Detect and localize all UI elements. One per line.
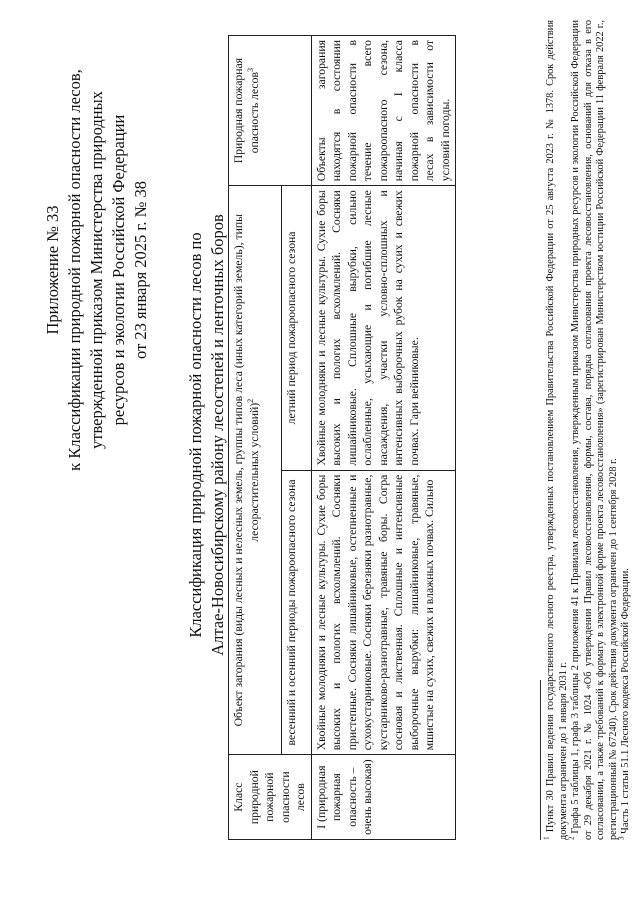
header-line: Приложение № 33 (43, 205, 62, 335)
footnote-separator (540, 680, 541, 840)
classification-table (228, 35, 456, 840)
row-summer-cell: Хвойные молодняки и лесные культуры. Сухие боры высоких и пологих всхолмлений. Сосняки лишайниковые. Сплошные вырубки, сильно ослабленные, усыхающие и погибшие лесные насаждения, участки условно-сплошных и интенсивных выборочных рубок на сухих и свежих почвах. Гари вейниковые. (311, 186, 456, 470)
row-class-cell: I (природная пожарная опасность – очень высокая) (311, 755, 456, 840)
header-line: утвержденной приказом Министерства природных (87, 91, 106, 449)
footnote-2: $^2$ Графа 5 таблицы 1, графа 3 таблицы 2 приложения 41 к Правилам лесовосстановления, утвержденным приказом Министерства природных ресурсов и экологии Российской Федерации от 29 декабря 2021 г. № 1024 «Об утверждении Правил лесовосстановления, формы, состава, порядка согласования проекта лесовосстановления, оснований для отказа в его согласовании, а также требований к формату в электронной форме проекта лесовосстановления» (зарегистрирован Министерством юстиции Российской Федерации 11 февраля 2022 г., регистрационный № 67240). Срок действия документа ограничен до 1 сентября 2028 г. (567, 19, 619, 840)
table-row (311, 36, 456, 840)
header-cell-spring-autumn: весенний и осенний периоды пожароопасного сезона (281, 470, 311, 755)
header-cell-object: Объект загорания (виды лесных и нелесных земель, группы типов леса (иных категорий земель), типы лесорастительных условий)$^2$ (229, 186, 282, 755)
header-cell-summer: летний период пожароопасного сезона (281, 186, 311, 470)
header-line: от 23 января 2025 г. № 38 (131, 181, 150, 359)
header-line: ресурсов и экологии Российской Федерации (109, 114, 128, 426)
title-line: Алтае-Новосибирскому району лесостепей и ленточных боров (208, 214, 227, 656)
header-line: к Классификации природной пожарной опасности лесов, (65, 69, 84, 471)
header-cell-note: Природная пожарная опасность лесов$^3$ (229, 36, 312, 186)
footnote-3: $^3$ Часть 1 статьи 51.1 Лесного кодекса Российской Федерации. (617, 568, 631, 840)
document-title (185, 85, 229, 785)
row-spring-autumn-cell: Хвойные молодняки и лесные культуры. Сухие боры высоких и пологих всхолмлений. Сосняки пристепные. Сосняки лишайниковые, остепненные и сухокустарниковые. Сосняки березняки разнотравные, кустарниково-разнотравные, травяные боры. Согра сосновая и лиственная. Сплошные и интенсивные выборочные вырубки: лишайниковые, травяные, мшистые на сухих, свежих и влажных почвах. Сильно (311, 470, 456, 755)
appendix-header (42, 30, 152, 510)
footnotes (542, 19, 633, 840)
row-note-cell: Объекты загорания находятся в состоянии пожарной опасности в течение всего пожароопасного сезона, начиная с I класса пожарной опасности в лесах в зависимости от условий погоды. (311, 36, 456, 186)
header-cell-class: Класс природной пожарной опасности лесов (229, 755, 312, 840)
footnote-1: $^1$ Пункт 30 Правил ведения государственного лесного реестра, утвержденных постановлением Правительства Российской Федерации от 25 августа 2023 г. № 1378. Срок действия документа ограничен до 1 января 2031 г. (542, 19, 569, 840)
table-header-row (229, 36, 282, 840)
title-line: Классификация природной пожарной опасности лесов по (186, 232, 205, 638)
